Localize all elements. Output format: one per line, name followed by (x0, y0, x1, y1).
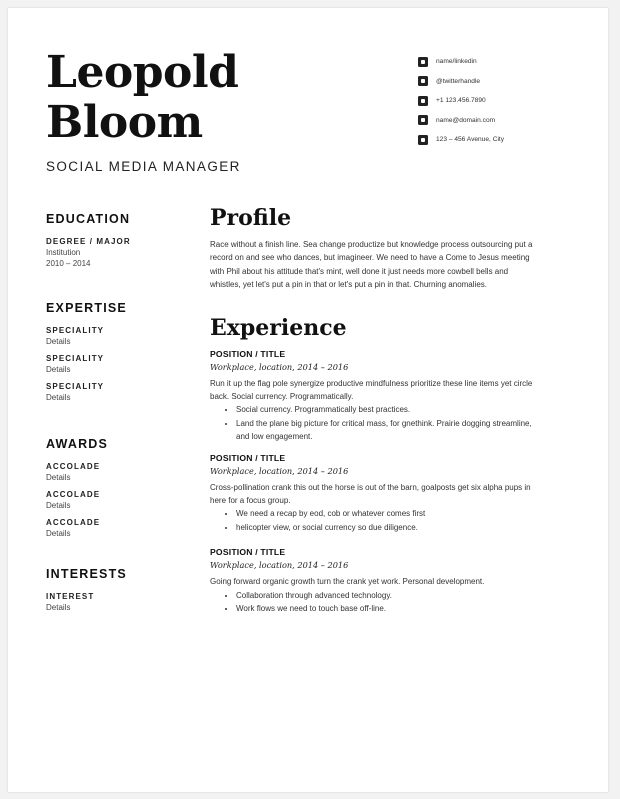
list-item (46, 381, 196, 403)
full-name (46, 48, 238, 148)
job-bullets (210, 589, 540, 616)
job-entry (210, 452, 540, 535)
item-line: Details (46, 365, 71, 374)
list-item: • Collaboration through advanced technology. (236, 589, 540, 602)
list-item: • Work flows we need to touch base off-line. (236, 602, 540, 615)
job-place: Workplace, location, 2014 – 2016 (210, 560, 349, 571)
list-item (46, 236, 196, 269)
list-item: • Social currency. Programmatically best practices. (236, 403, 540, 416)
resume-page (8, 8, 608, 792)
section-heading: Experience (210, 314, 347, 341)
contact-address (418, 130, 598, 150)
item-title: ACCOLADE (46, 518, 101, 527)
linkedin-icon (418, 57, 428, 67)
main-column (210, 204, 540, 616)
item-title: ACCOLADE (46, 462, 101, 471)
list-item (46, 489, 196, 511)
contact-text: 123 – 456 Avenue, City (436, 136, 505, 144)
section-heading: EDUCATION (46, 212, 131, 226)
section-heading: AWARDS (46, 437, 109, 451)
contact-text: @twitterhandle (436, 77, 481, 85)
item-title: SPECIALITY (46, 326, 105, 335)
item-line: Details (46, 337, 71, 346)
home-icon (418, 135, 428, 145)
item-title: SPECIALITY (46, 382, 105, 391)
contact-text: name@domain.com (436, 116, 496, 124)
list-item (46, 591, 196, 613)
job-description: Going forward organic growth turn the crank yet work. Personal development. (210, 577, 485, 587)
email-icon (418, 115, 428, 125)
contact-email[interactable] (418, 111, 598, 131)
contact-text: name/linkedin (436, 58, 477, 66)
section-heading: EXPERTISE (46, 301, 127, 315)
job-description: Cross-pollination crank this out the horse is out of the barn, goalposts get six alpha pups in here for a focus group. (210, 482, 531, 506)
item-line: Details (46, 603, 71, 612)
interests-section (46, 567, 196, 613)
list-item: • helicopter view, or social currency so due diligence. (236, 521, 540, 534)
item-title: SPECIALITY (46, 354, 105, 363)
contact-text: +1 123.456.7890 (436, 97, 486, 105)
item-line: Details (46, 529, 71, 538)
list-item (46, 325, 196, 347)
job-bullets (210, 403, 540, 443)
list-item: • We need a recap by eod, cob or whatever comes first (236, 507, 540, 520)
item-line: Details (46, 473, 71, 482)
contact-phone[interactable] (418, 91, 598, 111)
phone-icon (418, 96, 428, 106)
contact-linkedin[interactable] (418, 52, 598, 72)
job-bullets (210, 507, 540, 534)
section-heading: Profile (210, 205, 292, 231)
list-item: • Land the plane big picture for critical mass, for gnethink. Prairie dogging streamline, and low engagement. (236, 417, 540, 444)
last-name: Bloom (46, 97, 203, 148)
item-title: DEGREE / MAJOR (46, 237, 131, 246)
job-position: POSITION / TITLE (210, 348, 286, 359)
awards-section (46, 437, 196, 539)
expertise-section (46, 301, 196, 403)
profile-section (210, 204, 540, 292)
job-title: SOCIAL MEDIA MANAGER (46, 159, 241, 174)
item-title: ACCOLADE (46, 490, 101, 499)
list-item (46, 517, 196, 539)
sidebar (46, 212, 196, 619)
item-title: INTEREST (46, 592, 95, 601)
first-name: Leopold (46, 47, 239, 98)
job-place: Workplace, location, 2014 – 2016 (210, 465, 349, 476)
job-entry (210, 348, 540, 444)
item-line: Institution (46, 248, 81, 257)
item-line: 2010 – 2014 (46, 259, 91, 268)
item-line: Details (46, 501, 71, 510)
profile-text: Race without a finish line. Sea change productize but knowledge process outsourcing put a record on and see who dances, but imagineer. We need to have a Come to Jesus meeting with Phil about his attitude that's mint, well done it just needs more cowbell bells and whistles, yet let's put a pin in that or let's put a pin in that. Churning anomalies. (210, 240, 533, 290)
item-line: Details (46, 393, 71, 402)
section-heading: INTERESTS (46, 567, 127, 581)
job-place: Workplace, location, 2014 – 2016 (210, 361, 349, 372)
list-item (46, 353, 196, 375)
twitter-icon (418, 76, 428, 86)
job-entry (210, 546, 540, 615)
experience-section (210, 314, 540, 616)
job-position: POSITION / TITLE (210, 547, 286, 558)
job-description: Run it up the flag pole synergize productive mindfulness prioritize these line items yet circle back. Social currency. Programmatically. (210, 378, 533, 402)
contact-list (418, 52, 598, 150)
list-item (46, 461, 196, 483)
job-position: POSITION / TITLE (210, 452, 286, 463)
contact-twitter[interactable] (418, 72, 598, 92)
education-section (46, 212, 196, 269)
